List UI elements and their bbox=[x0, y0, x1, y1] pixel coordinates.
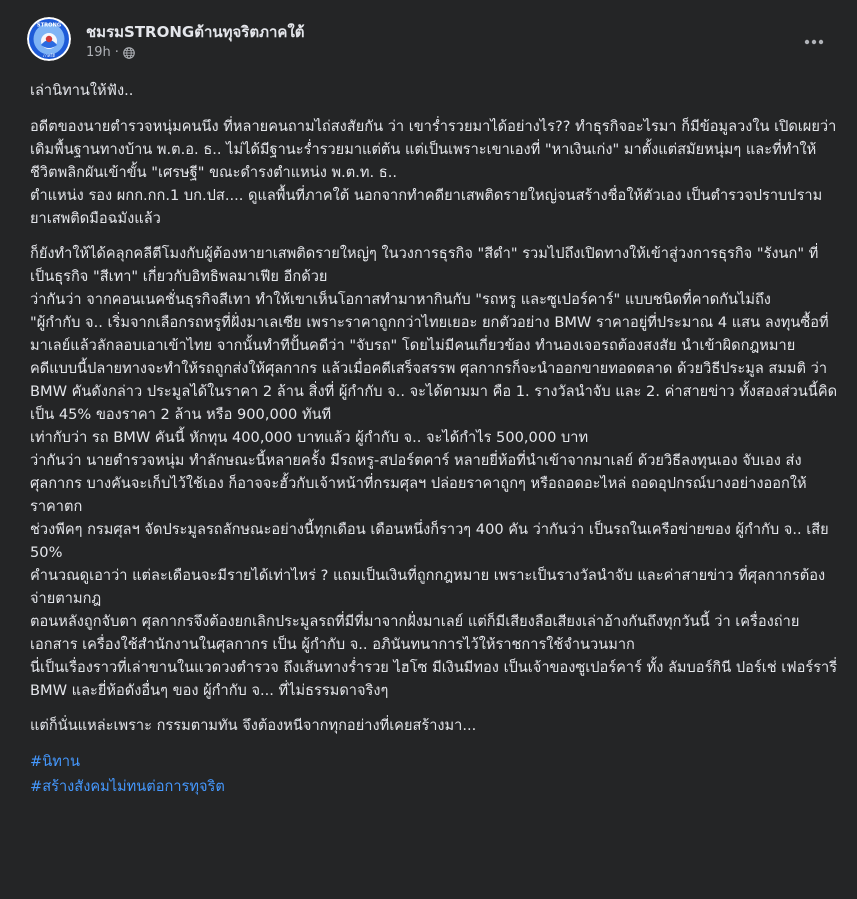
avatar-text-bottom: ภาคใต้ bbox=[42, 53, 56, 58]
more-horizontal-icon bbox=[804, 39, 824, 45]
post-paragraph-1: อดีตของนายตำรวจหนุ่มคนนึง ที่หลายคนถามไถ่สงสัยกัน ว่า เขาร่ำรวยมาได้อย่างไร?? ทำธุรกิจอะไรมา ก็มีข้อมูลวงใน เปิดเผยว่า เดิมพื้นฐานทางบ้าน พ.ต.อ. ธ.. ไม่ได้มีฐานะร่ำรวยมาแต่ต้น แต่เป็นเพราะเขาเองที่ "หาเงินเก่ง" มาตั้งแต่สมัยหนุ่มๆ และที่ทำให้ชีวิตพลิกผันเข้าขั้น "เศรษฐี" ขณะดำรงตำแหน่ง พ.ต.ท. ธ.. ตำแหน่ง รอง ผกก.กก.1 บก.ปส.... ดูแลพื้นที่ภาคใต้ นอกจากทำคดียาเสพติดรายใหญ่จนสร้างชื่อให้ตัวเอง เป็นตำรวจปราบปรามยาเสพติดมือฉมังแล้ว bbox=[30, 118, 837, 227]
post-intro: เล่านิทานให้ฟัง.. bbox=[30, 82, 134, 99]
post-meta bbox=[86, 45, 135, 60]
page-logo-icon bbox=[27, 17, 71, 61]
globe-icon[interactable] bbox=[123, 47, 135, 59]
post-paragraph-2: ก็ยังทำให้ได้คลุกคลีตีโมงกับผู้ต้องหายาเสพติดรายใหญ่ๆ ในวงการธุรกิจ "สีดำ" รวมไปถึงเปิดทางให้เข้าสู่วงการธุรกิจ "รังนก" ที่เป็นธุรกิจ "สีเทา" เกี่ยวกับอิทธิพลมาเฟีย อีกด้วย ว่ากันว่า จากคอนเนคชั่นธุรกิจสีเทา ทำให้เขาเห็นโอกาสทำมาหากินกับ "รถหรู และซูเปอร์คาร์" แบบชนิดที่คาดกันไม่ถึง "ผู้กำกับ จ.. เริ่มจากเลือกรถหรูที่ฝั่งมาเลเซีย เพราะราคาถูกกว่าไทยเยอะ ยกตัวอย่าง BMW ราคาอยู่ที่ประมาณ 4 แสน ลงทุนซื้อที่มาเลย์แล้วลักลอบเอาเข้าไทย จากนั้นทำทีปั้นคดีว่า "จับรถ" โดยไม่มีคนเกี่ยวข้อง ทำนองเจอรถต้องสงสัย นำเข้าผิดกฎหมาย คดีแบบนี้ปลายทางจะทำให้รถถูกส่งให้ศุลกากร แล้วเมื่อคดีเสร็จสรรพ ศุลกากรก็จะนำออกขายทอดตลาด ด้วยวิธีประมูล สมมติ ว่า BMW คันดังกล่าว ประมูลได้ในราคา 2 ล้าน สิ่งที่ ผู้กำกับ จ.. จะได้ตามมา คือ 1. รางวัลนำจับ และ 2. ค่าสายข่าว ทั้งสองส่วนนี้คิดเป็น 45% ของราคา 2 ล้าน หรือ 900,000 ทันที เท่ากับว่า รถ BMW คันนี้ หักทุน 400,000 บาทแล้ว ผู้กำกับ จ.. จะได้กำไร 500,000 บาท ว่ากันว่า นายตำรวจหนุ่ม ทำลักษณะนี้หลายครั้ง มีรถหรู-สปอร์ตคาร์ หลายยี่ห้อที่นำเข้าจากมาเลย์ ด้วยวิธีลงทุนเอง จับเอง ส่งศุลกากร บางคันจะเก็บไว้ใช้เอง ก็อาจจะฮั้วกับเจ้าหน้าที่กรมศุลฯ ปล่อยราคาถูกๆ หรือถอดอะไหล่ ถอดอุปกรณ์บางอย่างออกให้ราคาตก ช่วงพีคๆ กรมศุลฯ จัดประมูลรถลักษณะอย่างนี้ทุกเดือน เดือนหนึ่งก็ราวๆ 400 คัน ว่ากันว่า เป็นรถในเครือข่ายของ ผู้กำกับ จ.. เสีย 50% คำนวณดูเอาว่า แต่ละเดือนจะมีรายได้เท่าไหร่ ? แถมเป็นเงินที่ถูกกฎหมาย เพราะเป็นรางวัลนำจับ และค่าสายข่าว ที่ศุลกากรต้องจ่ายตามกฎ ตอนหลังถูกจับตา ศุลกากรจึงต้องยกเลิกประมูลรถที่มีที่มาจากฝั่งมาเลย์ แต่ก็มีเสียงลือเสียงเล่าอ้างกันถึงทุกวันนี้ ว่า เครื่องถ่ายเอกสาร เครื่องใช้สำนักงานในศุลกากร เป็น ผู้กำกับ จ.. อภินันทนาการไว้ให้ราชการใช้จำนวนมาก นี่เป็นเรื่องราวที่เล่าขานในแวดวงตำรวจ ถึงเส้นทางร่ำรวย ไฮโซ มีเงินมีทอง เป็นเจ้าของซูเปอร์คาร์ ทั้ง ลัมบอร์กินี ปอร์เช่ เฟอร์รารี่ BMW และยี่ห้อดังอื่นๆ ของ ผู้กำกับ จ... ที่ไม่ธรรมดาจริงๆ bbox=[30, 245, 838, 699]
avatar-text-top: STRONG bbox=[36, 22, 62, 29]
post-options-button[interactable] bbox=[796, 24, 832, 60]
page-avatar[interactable] bbox=[27, 17, 71, 61]
meta-separator: · bbox=[114, 45, 119, 60]
page-name-link[interactable]: ชมรมSTRONGต้านทุจริตภาคใต้ bbox=[86, 23, 305, 41]
hashtag-link[interactable]: #นิทาน bbox=[30, 753, 80, 770]
hashtag-link[interactable]: #สร้างสังคมไม่ทนต่อการทุจริต bbox=[30, 778, 225, 795]
post-paragraph-3: แต่ก็นั่นแหล่ะเพราะ กรรมตามทัน จึงต้องหนีจากทุกอย่างที่เคยสร้างมา... bbox=[30, 717, 477, 734]
post-body bbox=[30, 79, 838, 799]
hashtag-list bbox=[30, 749, 838, 799]
post-timestamp[interactable]: 19h bbox=[86, 45, 111, 60]
post-header bbox=[0, 0, 857, 76]
